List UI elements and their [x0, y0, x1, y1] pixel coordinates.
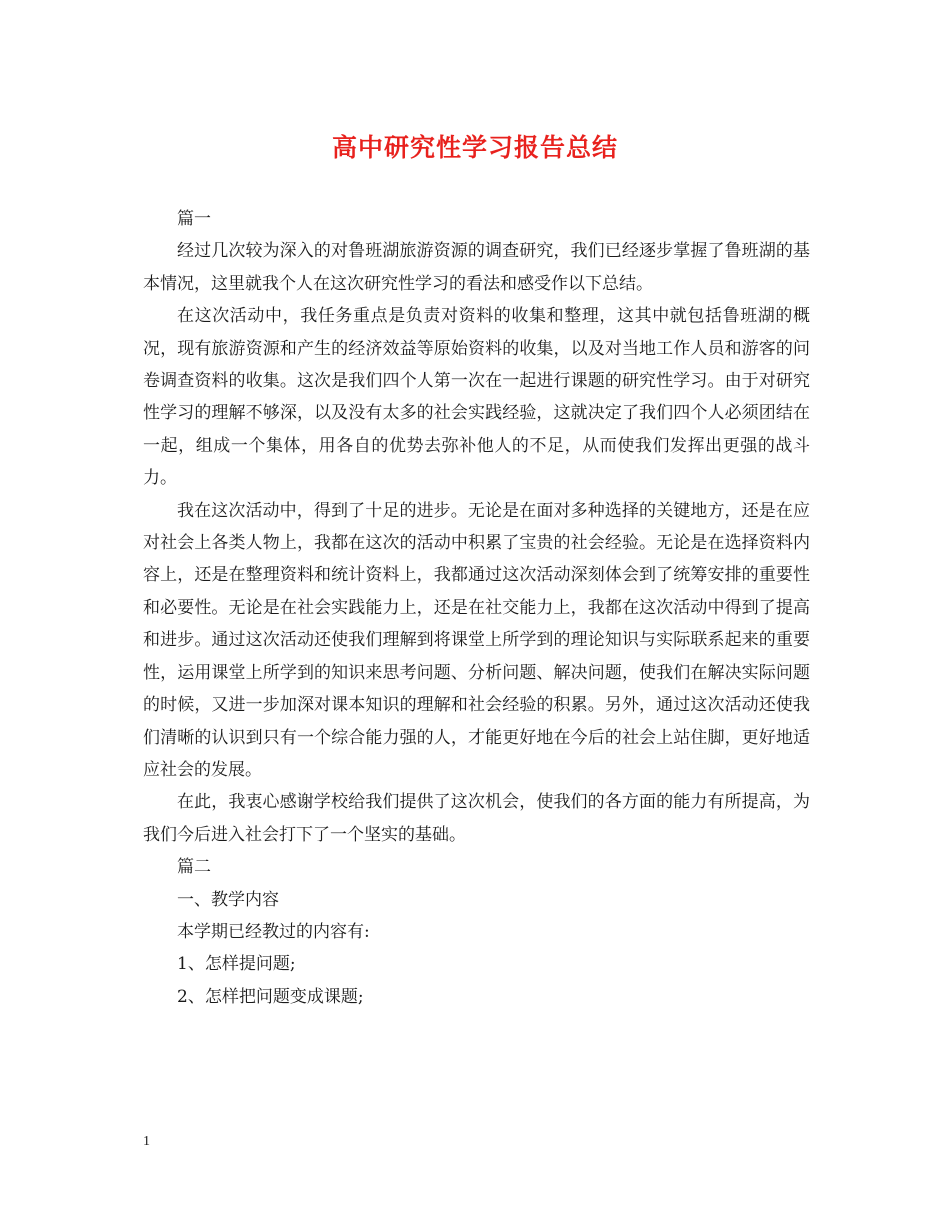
page-number: 1 — [143, 1134, 150, 1149]
paragraph: 一、教学内容 — [177, 889, 279, 910]
paragraph: 在此，我衷心感谢学校给我们提供了这次机会，使我们的各方面的能力有所提高，为我们今后进入社会打下了一个坚实的基础。 — [143, 792, 810, 845]
paragraph: 篇二 — [177, 857, 211, 878]
paragraph: 篇一 — [177, 209, 211, 229]
document-title: 高中研究性学习报告总结 — [331, 133, 618, 162]
paragraph: 2、怎样把问题变成课题; — [177, 986, 364, 1007]
paragraph: 1、怎样提问题; — [177, 954, 296, 975]
paragraph: 经过几次较为深入的对鲁班湖旅游资源的调查研究，我们已经逐步掌握了鲁班湖的基本情况，这里就我个人在这次研究性学习的看法和感受作以下总结。 — [143, 241, 810, 294]
paragraph: 我在这次活动中，得到了十足的进步。无论是在面对多种选择的关键地方，还是在应对社会上各类人物上，我都在这次的活动中积累了宝贵的社会经验。无论是在选择资料内容上，还是在整理资料和统计资料上，我都通过这次活动深刻体会到了统筹安排的重要性和必要性。无论是在社会实践能力上，还是在社交能力上，我都在这次活动中得到了提高和进步。通过这次活动还使我们理解到将课堂上所学到的理论知识与实际联系起来的重要性，运用课堂上所学到的知识来思考问题、分析问题、解决问题，使我们在解决实际问题的时候，又进一步加深对课本知识的理解和社会经验的积累。另外，通过这次活动还使我们清晰的认识到只有一个综合能力强的人，才能更好地在今后的社会上站住脚，更好地适应社会的发展。 — [143, 500, 810, 780]
document-body — [143, 203, 810, 1013]
paragraph: 本学期已经教过的内容有: — [177, 921, 370, 942]
paragraph: 在这次活动中，我任务重点是负责对资料的收集和整理，这其中就包括鲁班湖的概况，现有旅游资源和产生的经济效益等原始资料的收集，以及对当地工作人员和游客的问卷调查资料的收集。这次是我们四个人第一次在一起进行课题的研究性学习。由于对研究性学习的理解不够深，以及没有太多的社会实践经验，这就决定了我们四个人必须团结在一起，组成一个集体，用各自的优势去弥补他人的不足，从而使我们发挥出更强的战斗力。 — [143, 306, 810, 489]
